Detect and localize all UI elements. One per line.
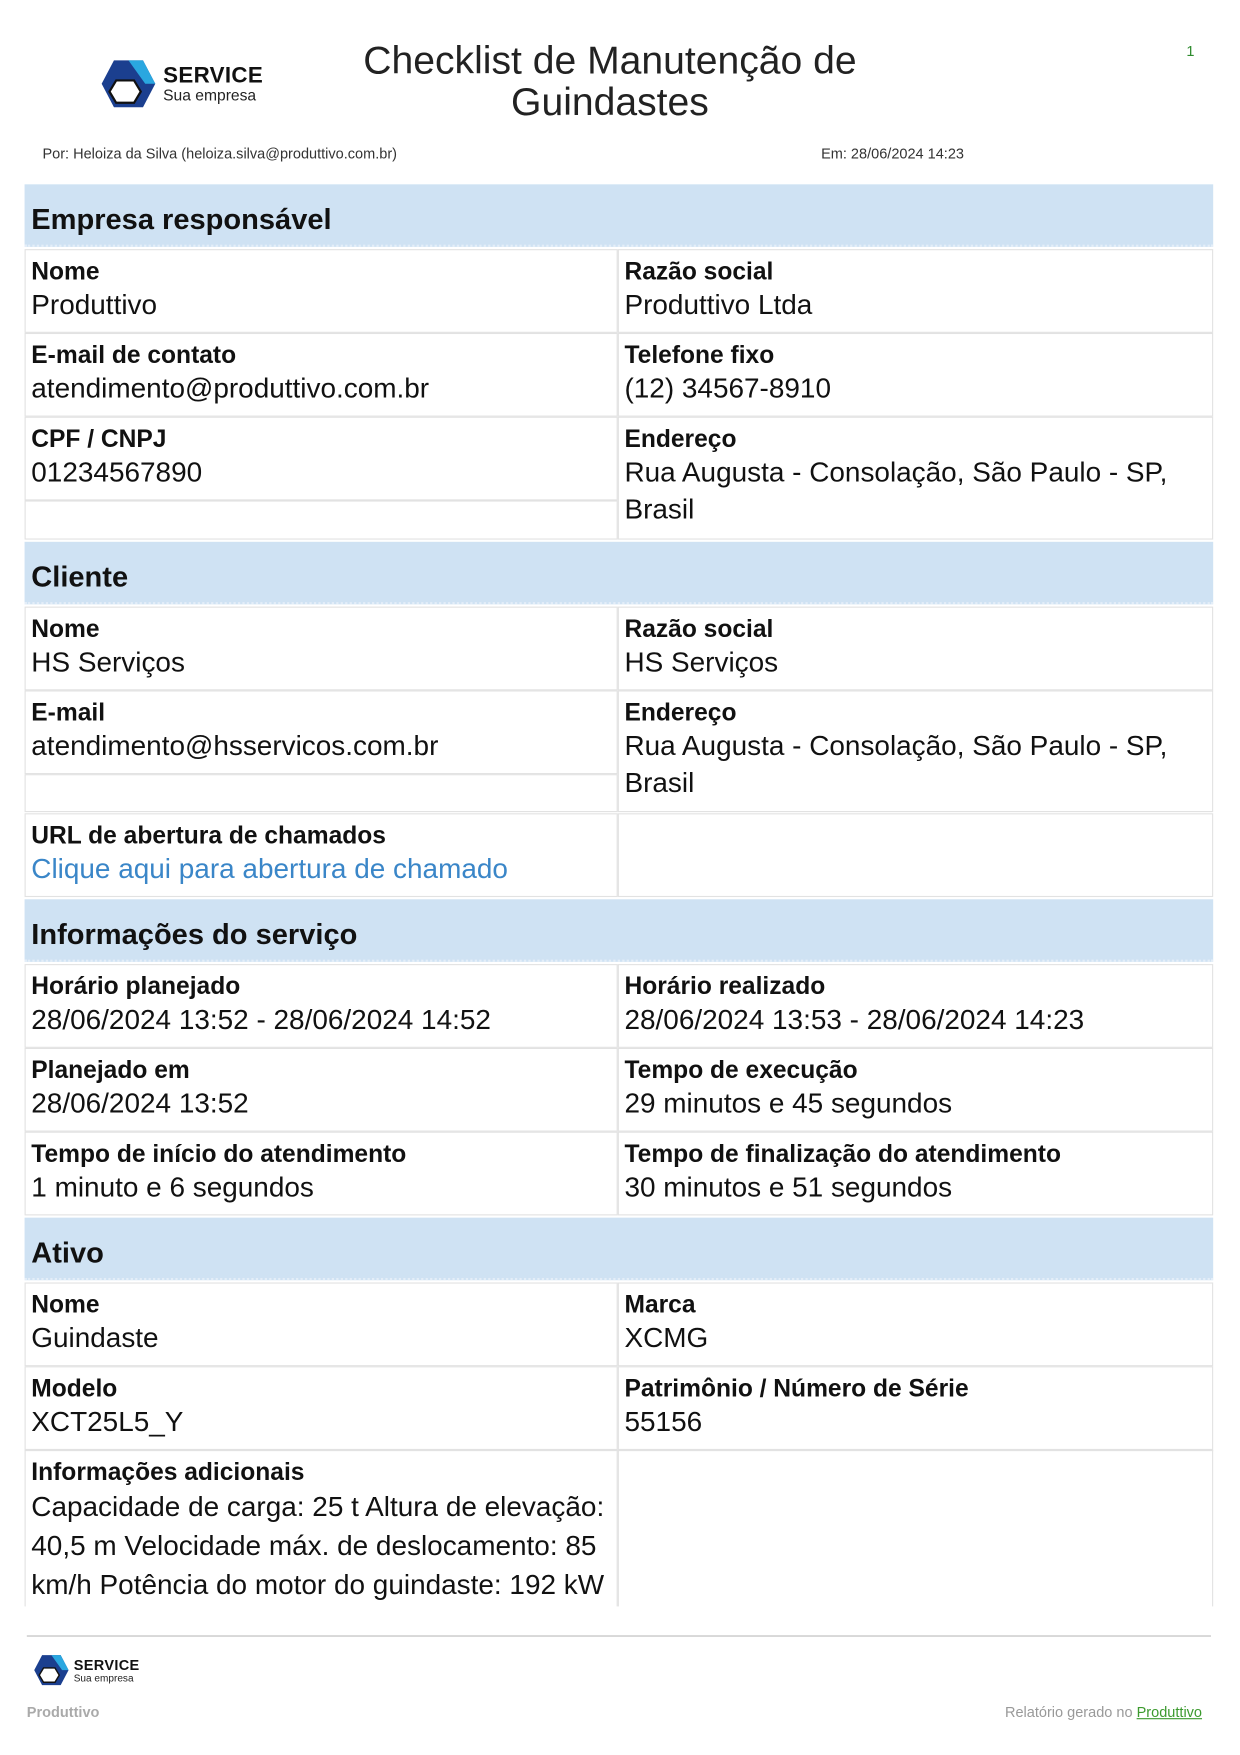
field-label: Tempo de início do atendimento (31, 1139, 407, 1168)
field-label: Razão social (624, 256, 774, 285)
author: Por: Heloiza da Silva (heloiza.silva@produttivo.com.br) (42, 145, 398, 162)
field-label: Nome (31, 256, 100, 285)
field-value: Rua Augusta - Consolação, São Paulo - SP, Brasil (624, 730, 1168, 799)
field-empresa-email (25, 333, 618, 417)
logo-tagline: Sua empresa (73, 1671, 134, 1683)
field-value: Capacidade de carga: 25 t Altura de elevação: 40,5 m Velocidade máx. de deslocamento: 85 km/h Potência do motor do guindaste: 192 kW (31, 1491, 605, 1601)
section-header-ativo: Ativo (25, 1218, 1214, 1281)
field-label: Nome (31, 614, 100, 643)
field-value: Produttivo (31, 289, 158, 321)
field-tempo-execucao (618, 1048, 1213, 1132)
field-label: Patrimônio / Número de Série (624, 1374, 969, 1402)
empty-cell (618, 813, 1213, 897)
field-value: 1 minuto e 6 segundos (31, 1171, 314, 1204)
field-horario-realizado (618, 964, 1213, 1048)
field-label: Nome (31, 1290, 100, 1319)
section-header-cliente: Cliente (25, 542, 1214, 605)
field-horario-planejado (25, 964, 618, 1048)
field-value: 01234567890 (31, 456, 203, 489)
field-tempo-finalizacao (618, 1132, 1213, 1216)
field-value: HS Serviços (624, 646, 779, 679)
field-label: Planejado em (31, 1055, 190, 1084)
field-value: XCMG (624, 1322, 709, 1354)
report-date: Em: 28/06/2024 14:23 (821, 145, 965, 162)
field-label: Telefone fixo (624, 340, 775, 369)
field-value: 28/06/2024 13:52 - 28/06/2024 14:52 (31, 1004, 491, 1036)
field-label: Endereço (624, 424, 737, 453)
footer-brand: Produttivo (26, 1703, 100, 1721)
empty-cell (25, 500, 618, 539)
field-tempo-inicio (25, 1132, 618, 1216)
hexagon-logo-icon (34, 1653, 70, 1687)
field-label: E-mail (31, 698, 106, 727)
field-ativo-info-adicionais (25, 1450, 618, 1606)
field-label: E-mail de contato (31, 340, 237, 369)
field-cliente-razao (618, 607, 1213, 691)
produttivo-link[interactable]: Produttivo (1136, 1703, 1203, 1721)
field-ativo-marca (618, 1282, 1213, 1366)
empty-cell (618, 1450, 1213, 1606)
footer-generated (1005, 1704, 1202, 1721)
logo-tagline: Sua empresa (163, 86, 257, 104)
field-value: 55156 (624, 1406, 703, 1438)
page-title: Checklist de Manutenção de Guindastes (363, 39, 857, 125)
field-value: Produttivo Ltda (624, 289, 813, 321)
field-label: Marca (624, 1290, 696, 1319)
field-label: Razão social (624, 614, 774, 643)
field-label: URL de abertura de chamados (31, 821, 386, 850)
field-value: Rua Augusta - Consolação, São Paulo - SP, Brasil (624, 456, 1168, 526)
section-header-empresa: Empresa responsável (25, 184, 1214, 247)
field-value: 28/06/2024 13:52 (31, 1088, 249, 1120)
field-label: CPF / CNPJ (31, 424, 167, 453)
field-empresa-endereco (618, 417, 1213, 540)
field-value: 30 minutos e 51 segundos (624, 1171, 953, 1204)
field-value: XCT25L5_Y (31, 1406, 184, 1438)
field-empresa-nome (25, 249, 618, 333)
field-empresa-cpf (25, 417, 618, 501)
hexagon-logo-icon (101, 58, 157, 109)
page-number: 1 (1186, 42, 1195, 60)
field-cliente-nome (25, 607, 618, 691)
logo-name: SERVICE (163, 63, 264, 89)
field-value: atendimento@produttivo.com.br (31, 373, 430, 405)
footer-divider (27, 1635, 1211, 1636)
field-cliente-endereco (618, 690, 1213, 812)
field-label: Horário realizado (624, 971, 826, 1000)
logo-name: SERVICE (73, 1656, 140, 1673)
field-empresa-telefone (618, 333, 1213, 417)
field-label: Horário planejado (31, 971, 241, 1000)
field-label: Informações adicionais (31, 1457, 305, 1486)
empty-cell (25, 774, 618, 812)
field-cliente-email (25, 690, 618, 774)
field-planejado-em (25, 1048, 618, 1132)
field-label: Tempo de finalização do atendimento (624, 1139, 1061, 1168)
generated-text: Relatório gerado no (1004, 1703, 1133, 1721)
field-value: Guindaste (31, 1322, 159, 1354)
field-value: HS Serviços (31, 646, 185, 679)
field-value: (12) 34567-8910 (624, 373, 831, 405)
field-ativo-nome (25, 1282, 618, 1366)
field-value: atendimento@hsservicos.com.br (31, 730, 439, 762)
field-ativo-modelo (25, 1366, 618, 1450)
field-value: 29 minutos e 45 segundos (624, 1088, 953, 1120)
company-logo (101, 58, 264, 109)
field-empresa-razao (618, 249, 1213, 333)
field-cliente-url (25, 813, 618, 897)
field-value: 28/06/2024 13:53 - 28/06/2024 14:23 (624, 1004, 1085, 1036)
open-ticket-link[interactable]: Clique aqui para abertura de chamado (31, 853, 508, 885)
field-ativo-patrimonio (618, 1366, 1213, 1450)
section-header-servico: Informações do serviço (25, 899, 1214, 962)
field-label: Tempo de execução (624, 1055, 858, 1084)
field-label: Endereço (624, 698, 737, 727)
field-label: Modelo (31, 1374, 118, 1402)
footer-logo (34, 1653, 140, 1687)
